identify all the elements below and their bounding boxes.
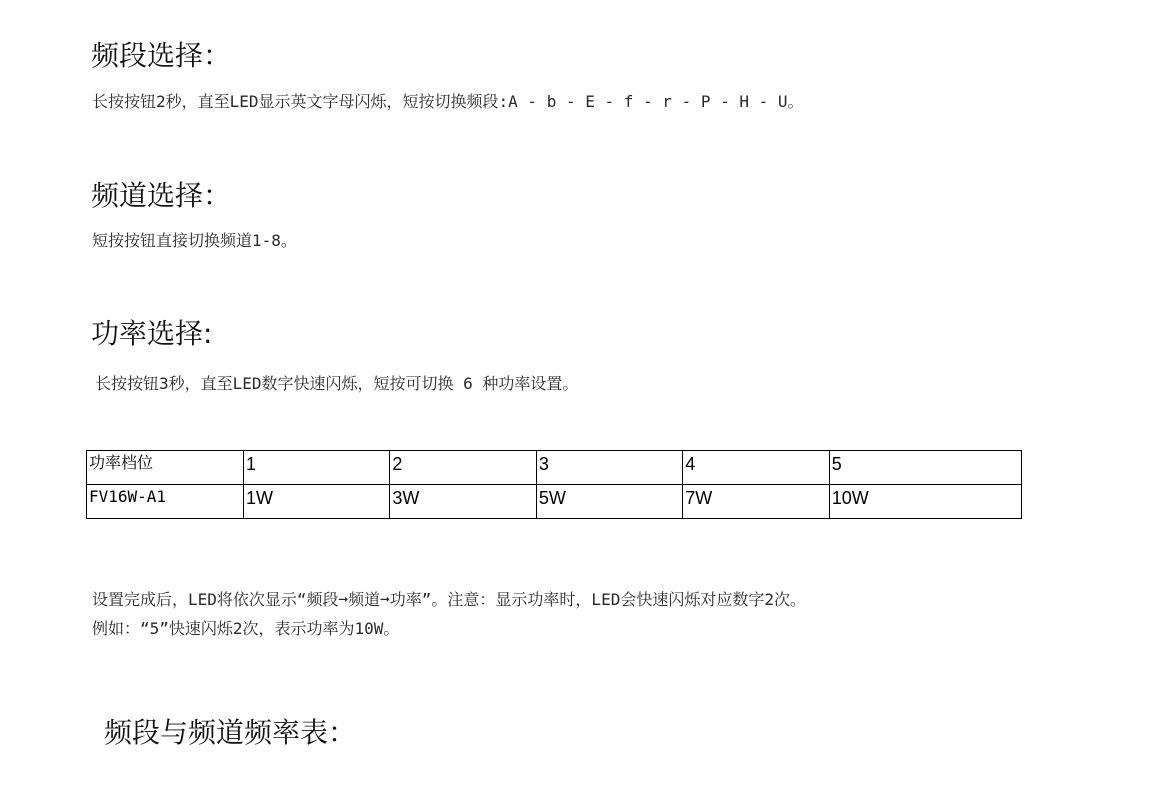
power-select-text: 长按按钮3秒，直至LED数字快速闪烁，短按可切换 6 种功率设置。 (95, 374, 579, 393)
table-cell: 10W (829, 485, 1021, 519)
channel-select-heading: 频道选择： (91, 179, 232, 212)
channel-select-text: 短按按钮直接切换频道1-8。 (92, 231, 297, 250)
table-cell: 2 (390, 451, 536, 485)
frequency-table-heading: 频段与频道频率表： (104, 716, 357, 749)
power-level-table (86, 450, 1022, 519)
settings-note: 设置完成后，LED将依次显示“频段➞频道➞功率”。注意：显示功率时，LED会快速闪烁对应数字2次。 (92, 590, 806, 609)
table-cell: 5W (536, 485, 682, 519)
table-cell: 5 (829, 451, 1021, 485)
table-cell: 7W (683, 485, 829, 519)
table-cell: 1W (244, 485, 390, 519)
band-select-text: 长按按钮2秒，直至LED显示英文字母闪烁，短按切换频段:A - b - E - f - r - P - H - U。 (92, 92, 804, 111)
table-cell: 功率档位 (87, 451, 244, 485)
band-select-heading: 频段选择： (91, 39, 232, 72)
power-select-heading: 功率选择: (91, 317, 213, 350)
table-cell: FV16W-A1 (87, 485, 244, 519)
table-row (87, 485, 1022, 519)
table-cell: 3 (536, 451, 682, 485)
table-cell: 4 (683, 451, 829, 485)
example-note: 例如：“5”快速闪烁2次，表示功率为10W。 (92, 619, 400, 638)
table-header-row (87, 451, 1022, 485)
table-cell: 3W (390, 485, 536, 519)
table-cell: 1 (244, 451, 390, 485)
